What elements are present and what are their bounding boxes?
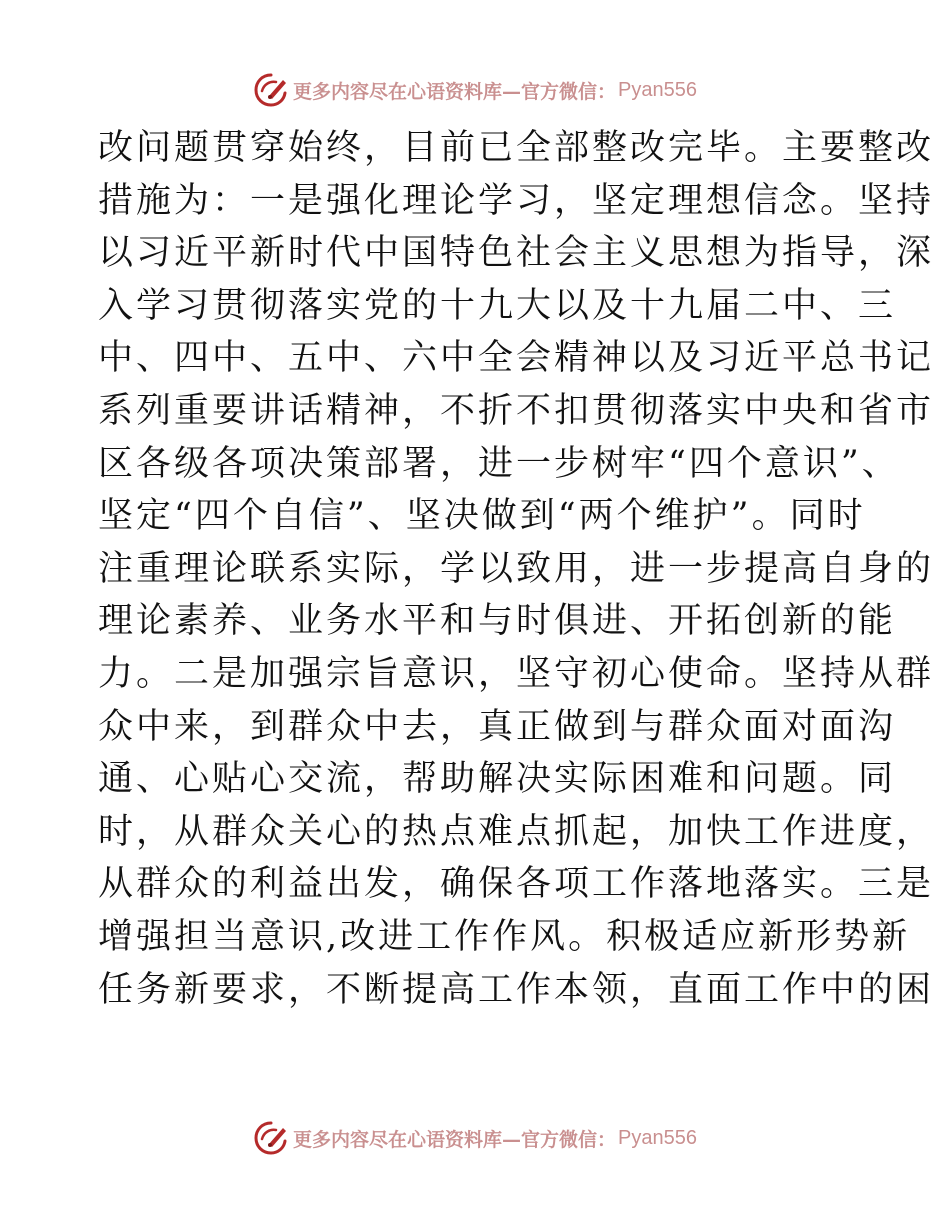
- body-line: 注重理论联系实际，学以致用，进一步提高自身的: [98, 548, 935, 589]
- body-line: 力。二是加强宗旨意识，坚守初心使命。坚持从群: [98, 653, 935, 694]
- body-line: 改问题贯穿始终，目前已全部整改完毕。主要整改: [98, 128, 935, 168]
- header-slogan: 更多内容尽在心语资料库—官方微信：: [293, 80, 617, 103]
- header-wechat-handle: Pyan556: [618, 78, 697, 101]
- body-line: 入学习贯彻落实党的十九大以及十九届二中、三: [98, 285, 897, 326]
- body-line: 以习近平新时代中国特色社会主义思想为指导，深: [98, 233, 935, 274]
- footer-watermark: [0, 1118, 950, 1158]
- logo-icon: [253, 1120, 289, 1156]
- body-line: 从群众的利益出发，确保各项工作落地落实。三是: [98, 864, 935, 905]
- header-watermark: [0, 70, 950, 110]
- footer-wechat-handle: Pyan556: [618, 1126, 697, 1149]
- body-line: 坚定“四个自信”、坚决做到“两个维护”。同时: [98, 496, 866, 537]
- logo-icon: [253, 72, 289, 108]
- body-line: 措施为：一是强化理论学习，坚定理想信念。坚持: [98, 180, 935, 221]
- body-line: 区各级各项决策部署，进一步树牢“四个意识”、: [98, 443, 900, 484]
- body-line: 时，从群众关心的热点难点抓起，加快工作进度，: [98, 811, 935, 852]
- body-line: 通、心贴心交流，帮助解决实际困难和问题。同: [98, 759, 897, 800]
- body-line: 增强担当意识,改进工作作风。积极适应新形势新: [98, 916, 911, 957]
- footer-slogan: 更多内容尽在心语资料库—官方微信：: [293, 1128, 617, 1151]
- body-line: 中、四中、五中、六中全会精神以及习近平总书记: [98, 338, 935, 379]
- body-line: 任务新要求，不断提高工作本领，直面工作中的困: [98, 969, 935, 1010]
- document-body: [98, 122, 935, 1016]
- body-line: 理论素养、业务水平和与时俱进、开拓创新的能: [98, 601, 897, 642]
- body-line: 众中来，到群众中去，真正做到与群众面对面沟: [98, 706, 897, 747]
- body-line: 系列重要讲话精神，不折不扣贯彻落实中央和省市: [98, 390, 935, 431]
